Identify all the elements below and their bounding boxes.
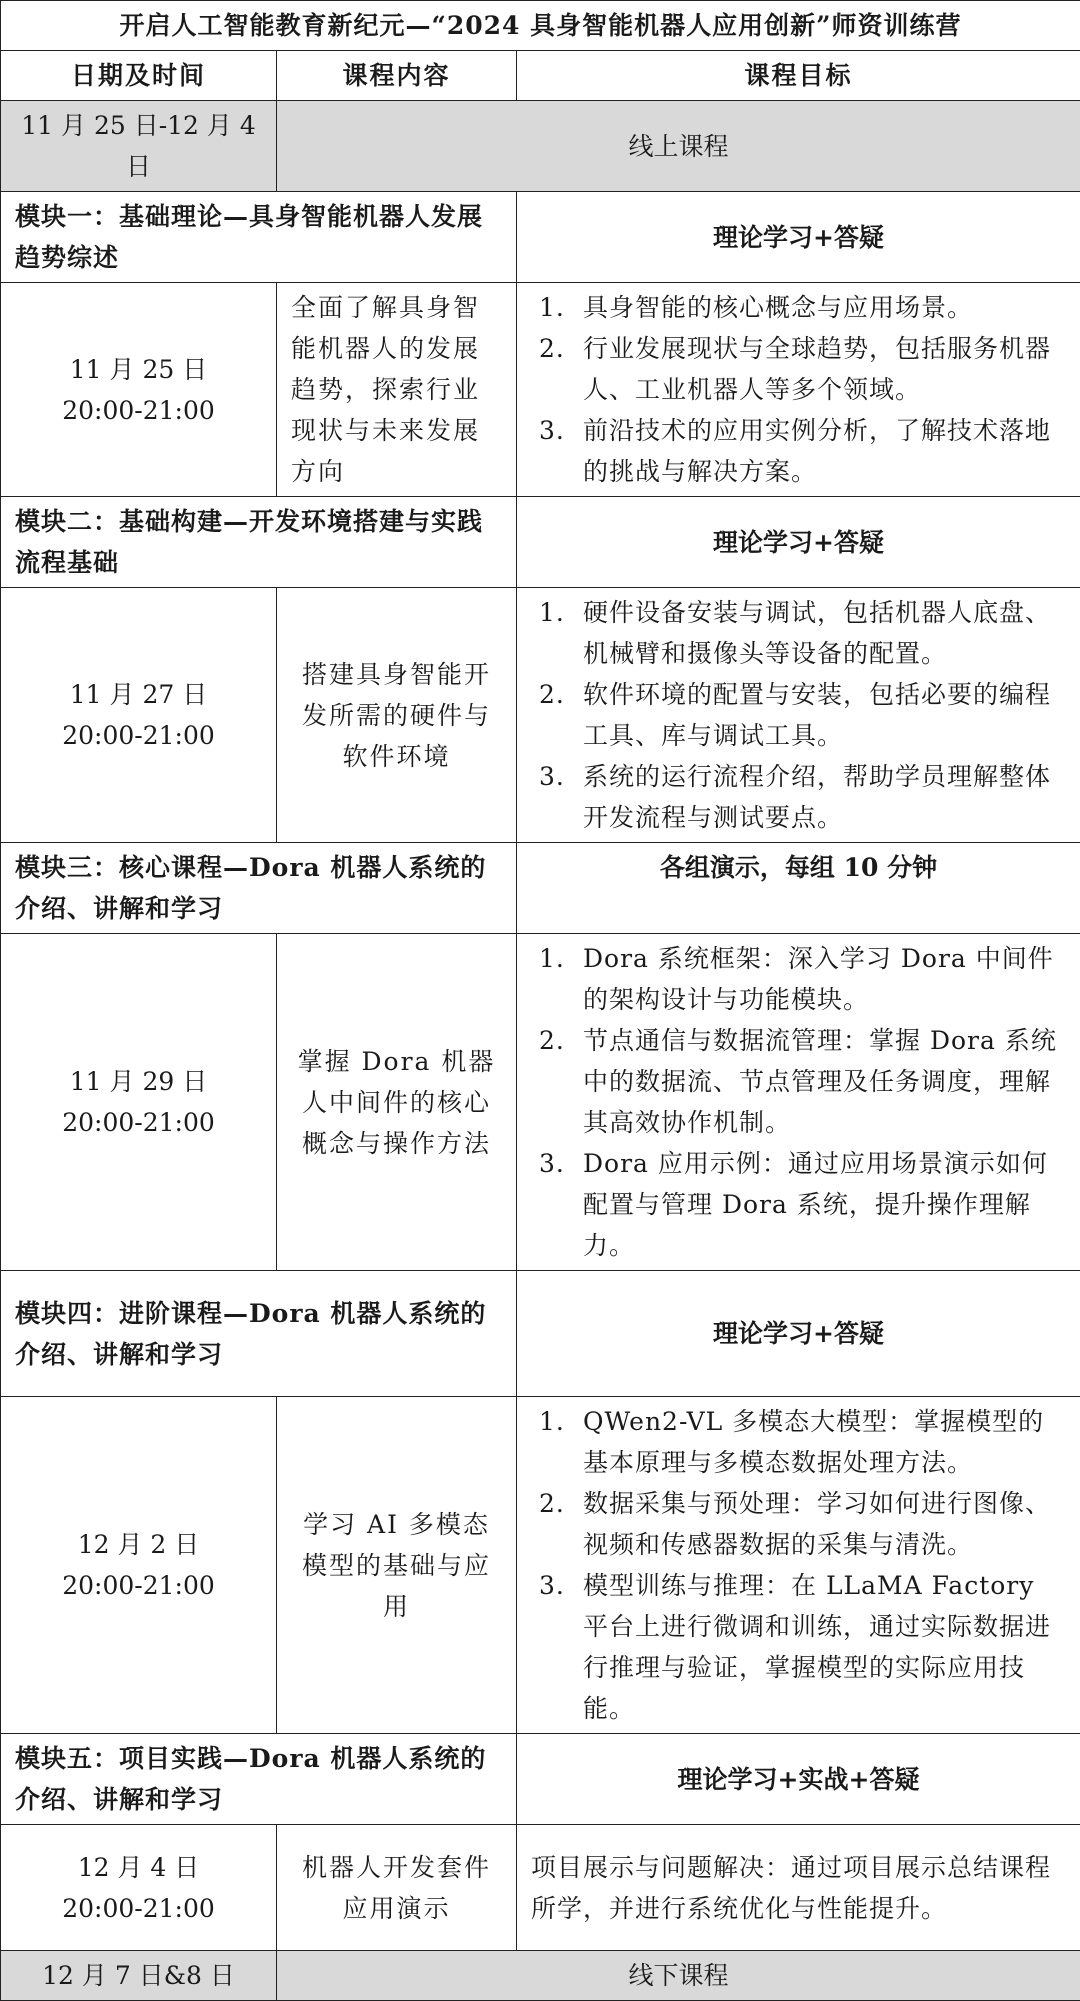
module-title: 模块四：进阶课程—Dora 机器人系统的介绍、讲解和学习	[1, 1271, 517, 1397]
session-date: 11 月 29 日	[15, 1061, 262, 1102]
session-goals: 项目展示与问题解决：通过项目展示总结课程所学，并进行系统优化与性能提升。	[517, 1825, 1080, 1951]
session-row	[1, 283, 1080, 497]
session-row	[1, 1825, 1080, 1951]
session-time: 20:00-21:00	[15, 715, 262, 756]
offline-label: 线下课程	[277, 1951, 1080, 2001]
module-title: 模块一：基础理论—具身智能机器人发展趋势综述	[1, 192, 517, 283]
goal-item: 行业发展现状与全球趋势，包括服务机器人、工业机器人等多个领域。	[583, 328, 1066, 410]
goal-item: 具身智能的核心概念与应用场景。	[583, 287, 1066, 328]
module-method: 理论学习+答疑	[517, 1271, 1080, 1397]
goal-item: 模型训练与推理：在 LLaMA Factory 平台上进行微调和训练，通过实际数据进行推理与验证，掌握模型的实际应用技能。	[583, 1565, 1066, 1729]
module-title: 模块二：基础构建—开发环境搭建与实践流程基础	[1, 497, 517, 588]
online-row	[1, 101, 1080, 192]
session-content: 掌握 Dora 机器人中间件的核心概念与操作方法	[277, 934, 517, 1271]
module-title: 模块五：项目实践—Dora 机器人系统的介绍、讲解和学习	[1, 1734, 517, 1825]
session-content: 搭建具身智能开发所需的硬件与软件环境	[277, 588, 517, 843]
header-goal: 课程目标	[517, 51, 1080, 101]
session-goals	[517, 588, 1080, 843]
session-goals	[517, 934, 1080, 1271]
header-date: 日期及时间	[1, 51, 277, 101]
module-method: 各组演示，每组 10 分钟	[517, 843, 1080, 934]
goal-item: 数据采集与预处理：学习如何进行图像、视频和传感器数据的采集与清洗。	[583, 1483, 1066, 1565]
online-dates: 11 月 25 日-12 月 4 日	[1, 101, 277, 192]
session-time: 20:00-21:00	[15, 1102, 262, 1143]
session-content: 机器人开发套件应用演示	[277, 1825, 517, 1951]
session-time: 20:00-21:00	[15, 1888, 262, 1929]
goal-item: 节点通信与数据流管理：掌握 Dora 系统中的数据流、节点管理及任务调度，理解其高效协作机制。	[583, 1020, 1066, 1143]
session-date: 11 月 27 日	[15, 674, 262, 715]
session-datetime	[1, 283, 277, 497]
module-title: 模块三：核心课程—Dora 机器人系统的介绍、讲解和学习	[1, 843, 517, 934]
header-content: 课程内容	[277, 51, 517, 101]
module-row	[1, 192, 1080, 283]
page-title: 开启人工智能教育新纪元—“2024 具身智能机器人应用创新”师资训练营	[1, 1, 1080, 51]
session-date: 12 月 2 日	[15, 1524, 262, 1565]
session-time: 20:00-21:00	[15, 1565, 262, 1606]
goal-item: 系统的运行流程介绍，帮助学员理解整体开发流程与测试要点。	[583, 756, 1066, 838]
module-method: 理论学习+答疑	[517, 497, 1080, 588]
session-goals	[517, 283, 1080, 497]
goal-item: 前沿技术的应用实例分析，了解技术落地的挑战与解决方案。	[583, 410, 1066, 492]
goal-item: 硬件设备安装与调试，包括机器人底盘、机械臂和摄像头等设备的配置。	[583, 592, 1066, 674]
goal-item: 软件环境的配置与安装，包括必要的编程工具、库与调试工具。	[583, 674, 1066, 756]
session-date: 11 月 25 日	[15, 349, 262, 390]
goal-item: Dora 系统框架：深入学习 Dora 中间件的架构设计与功能模块。	[583, 938, 1066, 1020]
session-datetime	[1, 1825, 277, 1951]
goal-item: QWen2-VL 多模态大模型：掌握模型的基本原理与多模态数据处理方法。	[583, 1401, 1066, 1483]
session-content: 学习 AI 多模态模型的基础与应用	[277, 1397, 517, 1734]
session-datetime	[1, 1397, 277, 1734]
online-label: 线上课程	[277, 101, 1080, 192]
session-row	[1, 588, 1080, 843]
title-row	[1, 1, 1080, 51]
module-row	[1, 1734, 1080, 1825]
module-method: 理论学习+答疑	[517, 192, 1080, 283]
offline-dates: 12 月 7 日&8 日	[1, 1951, 277, 2001]
offline-row	[1, 1951, 1080, 2001]
module-row	[1, 497, 1080, 588]
header-row	[1, 51, 1080, 101]
session-datetime	[1, 588, 277, 843]
session-goals	[517, 1397, 1080, 1734]
module-row	[1, 1271, 1080, 1397]
session-date: 12 月 4 日	[15, 1847, 262, 1888]
session-datetime	[1, 934, 277, 1271]
module-method: 理论学习+实战+答疑	[517, 1734, 1080, 1825]
session-content: 全面了解具身智能机器人的发展趋势，探索行业现状与未来发展方向	[277, 283, 517, 497]
goal-item: Dora 应用示例：通过应用场景演示如何配置与管理 Dora 系统，提升操作理解力。	[583, 1143, 1066, 1266]
session-row	[1, 934, 1080, 1271]
session-time: 20:00-21:00	[15, 390, 262, 431]
module-row	[1, 843, 1080, 934]
session-row	[1, 1397, 1080, 1734]
